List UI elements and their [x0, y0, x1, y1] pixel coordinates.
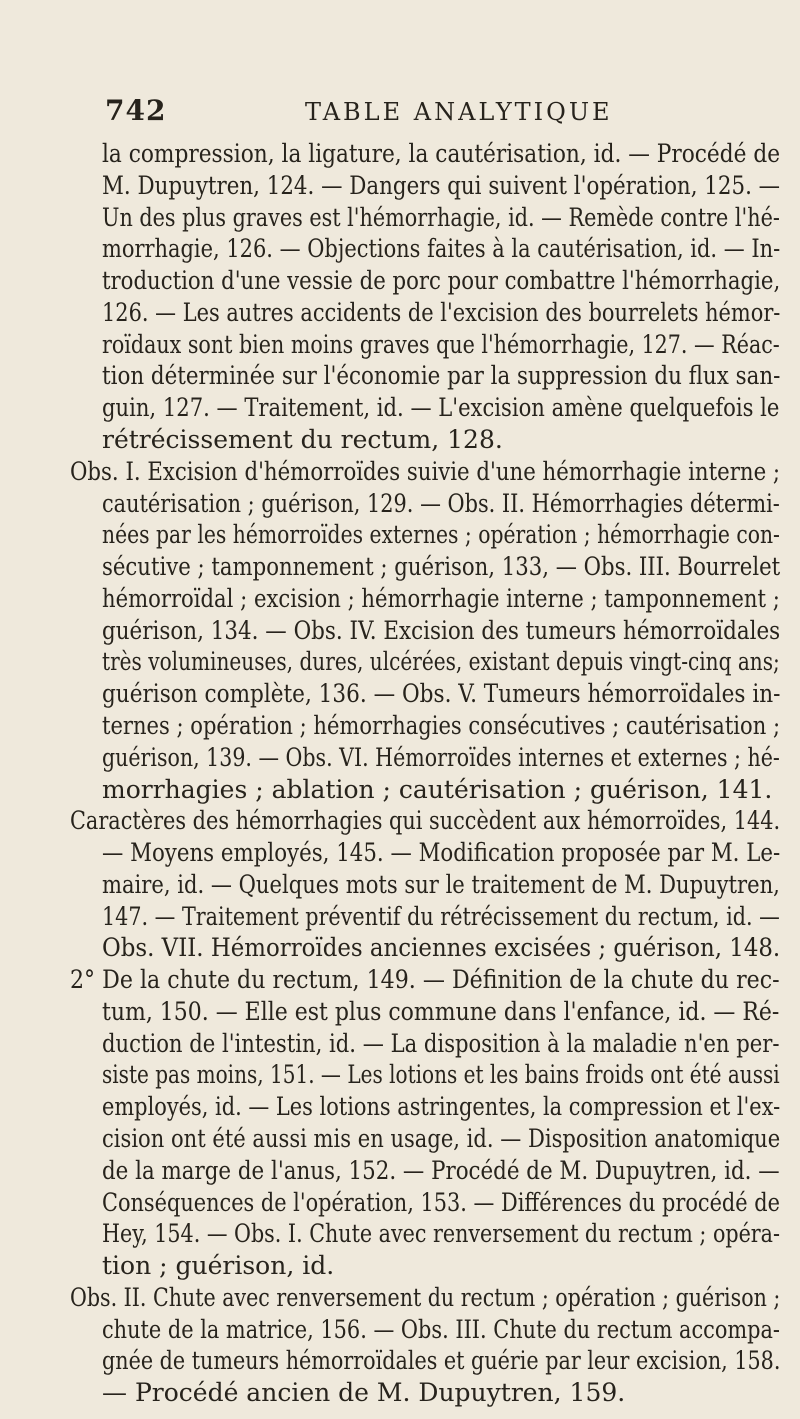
text-line: guin, 127. — Traitement, id. — L'excision amène quelquefois le — [102, 393, 780, 422]
text-line: roïdaux sont bien moins graves que l'hémorrhagie, 127. — Réac- — [102, 330, 780, 359]
text-line: 147. — Traitement préventif du rétrécissement du rectum, id. — — [102, 902, 780, 931]
text-line: employés, id. — Les lotions astringentes, la compression et l'ex- — [102, 1092, 781, 1121]
text-line: guérison, 139. — Obs. VI. Hémorroïdes internes et externes ; hé- — [102, 743, 780, 772]
text-line: guérison complète, 136. — Obs. V. Tumeurs hémorroïdales in- — [102, 679, 781, 708]
text-line: rétrécissement du rectum, 128. — [102, 425, 503, 454]
text-line: tion ; guérison, id. — [102, 1251, 335, 1280]
text-line: Hey, 154. — Obs. I. Chute avec renversement du rectum ; opéra- — [102, 1219, 780, 1248]
text-line: de la marge de l'anus, 152. — Procédé de M. Dupuytren, id. — — [102, 1156, 780, 1185]
text-line: Caractères des hémorrhagies qui succèdent aux hémorroïdes, 144. — [70, 806, 781, 835]
text-line: Un des plus graves est l'hémorrhagie, id. — Remède contre l'hé- — [102, 203, 780, 232]
text-line: — Moyens employés, 145. — Modification proposée par M. Le- — [102, 838, 781, 867]
text-line: troduction d'une vessie de porc pour combattre l'hémorrhagie, — [102, 266, 781, 295]
text-line: très volumineuses, dures, ulcérées, existant depuis vingt-cinq ans; — [102, 647, 780, 676]
text-line: Conséquences de l'opération, 153. — Différences du procédé de — [102, 1188, 780, 1217]
text-line: tum, 150. — Elle est plus commune dans l'enfance, id. — Ré- — [102, 997, 780, 1026]
text-line: ternes ; opération ; hémorrhagies consécutives ; cautérisation ; — [102, 711, 781, 740]
text-line: la compression, la ligature, la cautérisation, id. — Procédé de — [102, 139, 781, 168]
text-line: M. Dupuytren, 124. — Dangers qui suivent l'opération, 125. — — [102, 171, 781, 200]
text-line: nées par les hémorroïdes externes ; opération ; hémorrhagie con- — [102, 520, 780, 549]
text-line: maire, id. — Quelques mots sur le traitement de M. Dupuytren, — [102, 870, 780, 899]
text-line: Obs. VII. Hémorroïdes anciennes excisées ; guérison, 148. — [102, 933, 781, 962]
text-line: cautérisation ; guérison, 129. — Obs. II. Hémorrhagies détermi- — [102, 489, 780, 518]
text-line: 2° De la chute du rectum, 149. — Définition de la chute du rec- — [70, 965, 780, 994]
page-number: 742 — [105, 94, 167, 127]
text-line: duction de l'intestin, id. — La disposition à la maladie n'en per- — [102, 1029, 780, 1058]
text-line: — Procédé ancien de M. Dupuytren, 159. — [102, 1378, 626, 1407]
text-line: morrhagies ; ablation ; cautérisation ; guérison, 141. — [102, 775, 773, 804]
text-line: siste pas moins, 151. — Les lotions et les bains froids ont été aussi — [102, 1060, 780, 1089]
text-line: hémorroïdal ; excision ; hémorrhagie interne ; tamponnement ; — [102, 584, 780, 613]
running-head — [0, 94, 800, 134]
text-line: Obs. I. Excision d'hémorroïdes suivie d'une hémorrhagie interne ; — [70, 457, 781, 486]
text-line: tion déterminée sur l'économie par la suppression du flux san- — [102, 361, 781, 390]
text-line: gnée de tumeurs hémorroïdales et guérie par leur excision, 158. — [102, 1346, 781, 1375]
running-title: TABLE ANALYTIQUE — [305, 98, 613, 126]
text-line: guérison, 134. — Obs. IV. Excision des tumeurs hémorroïdales — [102, 616, 781, 645]
text-line: morrhagie, 126. — Objections faites à la cautérisation, id. — In- — [102, 234, 781, 263]
text-line: chute de la matrice, 156. — Obs. III. Chute du rectum accompa- — [102, 1315, 780, 1344]
text-line: cision ont été aussi mis en usage, id. — Disposition anatomique — [102, 1124, 781, 1153]
text-line: 126. — Les autres accidents de l'excision des bourrelets hémor- — [102, 298, 781, 327]
text-line: sécutive ; tamponnement ; guérison, 133, — Obs. III. Bourrelet — [102, 552, 781, 581]
text-line: Obs. II. Chute avec renversement du rectum ; opération ; guérison ; — [70, 1283, 781, 1312]
